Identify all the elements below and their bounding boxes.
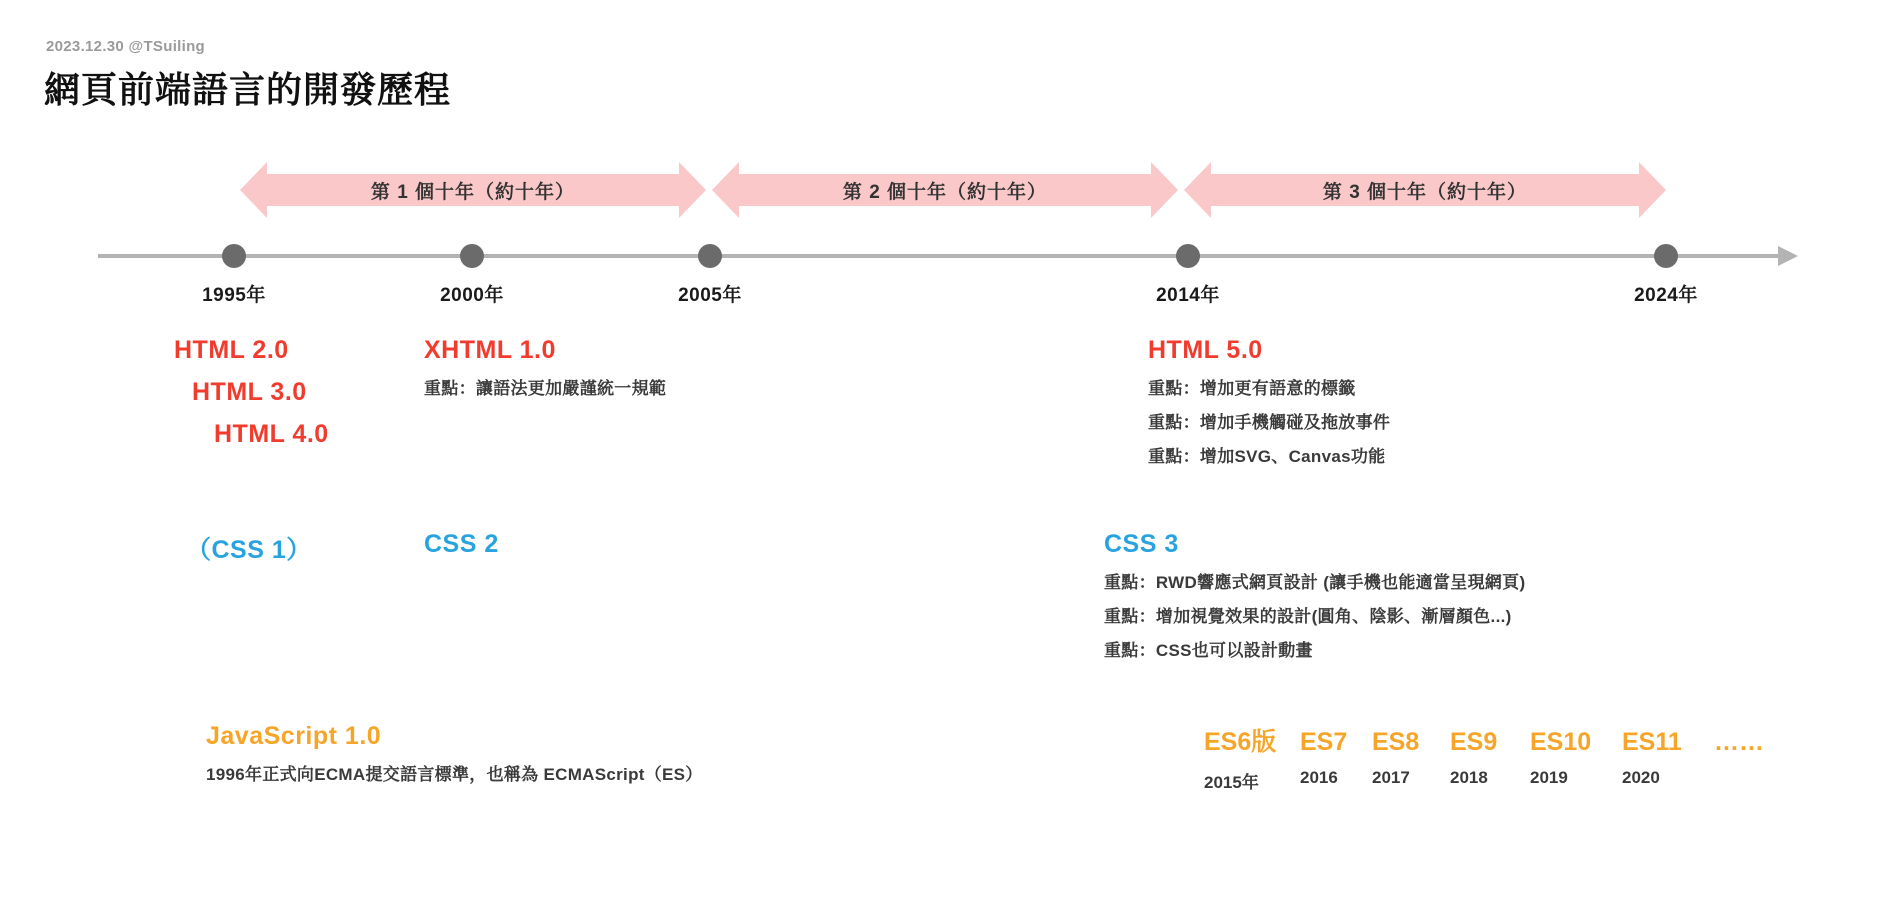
timeline-node-label: 1995年 — [202, 285, 266, 306]
timeline-node — [222, 244, 246, 268]
es-version: ES11 — [1622, 728, 1682, 756]
timeline-node-label: 2024年 — [1634, 285, 1698, 306]
css3-detail: 重點：增加視覺效果的設計(圓角、陰影、漸層顏色...) — [1104, 607, 1512, 626]
es-version: ES9 — [1450, 728, 1498, 756]
timeline-axis — [98, 254, 1782, 258]
html-early-block — [174, 336, 329, 449]
html5-detail: 重點：增加更有語意的標籤 — [1148, 379, 1356, 398]
timeline-node — [460, 244, 484, 268]
arrow-head-right-icon — [1639, 162, 1666, 218]
date-author: 2023.12.30 @TSuiling — [46, 38, 206, 55]
html5-detail: 重點：增加手機觸碰及拖放事件 — [1148, 413, 1391, 432]
arrow-head-right-icon — [679, 162, 706, 218]
arrow-head-right-icon — [1151, 162, 1178, 218]
es-year: 2016 — [1300, 768, 1338, 787]
es-version-row — [1204, 722, 1764, 758]
xhtml-heading: XHTML 1.0 — [424, 336, 556, 364]
es-year: 2015年 — [1204, 773, 1259, 792]
css2-block — [424, 530, 499, 559]
es-version: ES7 — [1300, 728, 1348, 756]
decade-arrow-1 — [240, 162, 706, 218]
html5-block — [1148, 336, 1390, 467]
html5-detail: 重點：增加SVG、Canvas功能 — [1148, 447, 1386, 466]
html-4-heading: HTML 4.0 — [214, 420, 329, 448]
javascript-block — [206, 722, 703, 785]
html-3-heading: HTML 3.0 — [192, 378, 307, 406]
timeline-node — [698, 244, 722, 268]
timeline-node-label: 2005年 — [678, 285, 742, 306]
es-year: 2017 — [1372, 768, 1410, 787]
es-year: 2019 — [1530, 768, 1568, 787]
css1-heading: （CSS 1） — [186, 536, 312, 564]
css3-detail: 重點：CSS也可以設計動畫 — [1104, 641, 1313, 660]
es-version-more: …… — [1714, 728, 1764, 756]
timeline-node — [1176, 244, 1200, 268]
es-year-row — [1204, 768, 1764, 793]
es-version: ES10 — [1530, 728, 1592, 756]
es-year: 2020 — [1622, 768, 1660, 787]
css3-detail: 重點：RWD響應式網頁設計 (讓手機也能適當呈現網頁) — [1104, 573, 1526, 592]
xhtml-block — [424, 336, 666, 399]
decade-arrow-2 — [712, 162, 1178, 218]
css1-block — [186, 530, 312, 566]
es-block — [1204, 722, 1764, 793]
css3-heading: CSS 3 — [1104, 530, 1179, 558]
xhtml-detail: 重點：讓語法更加嚴謹統一規範 — [424, 379, 667, 398]
javascript-detail: 1996年正式向ECMA提交語言標準，也稱為 ECMAScript（ES） — [206, 765, 703, 784]
timeline-node-label: 2014年 — [1156, 285, 1220, 306]
decade-label: 第 1 個十年（約十年） — [370, 181, 576, 203]
html-2-heading: HTML 2.0 — [174, 336, 289, 364]
es-version: ES8 — [1372, 728, 1420, 756]
page-title: 網頁前端語言的開發歷程 — [44, 69, 452, 110]
decade-label: 第 2 個十年（約十年） — [842, 181, 1048, 203]
arrow-head-left-icon — [712, 162, 739, 218]
timeline-node-label: 2000年 — [440, 285, 504, 306]
html5-heading: HTML 5.0 — [1148, 336, 1263, 364]
arrow-head-left-icon — [1184, 162, 1211, 218]
arrow-head-left-icon — [240, 162, 267, 218]
timeline-node — [1654, 244, 1678, 268]
css2-heading: CSS 2 — [424, 530, 499, 558]
decade-arrow-3 — [1184, 162, 1666, 218]
decade-band — [0, 162, 1900, 218]
css3-block — [1104, 530, 1525, 661]
javascript-heading: JavaScript 1.0 — [206, 722, 382, 750]
timeline-arrow-icon — [1778, 246, 1798, 266]
es-version: ES6版 — [1204, 728, 1277, 756]
es-year: 2018 — [1450, 768, 1488, 787]
decade-label: 第 3 個十年（約十年） — [1322, 181, 1528, 203]
